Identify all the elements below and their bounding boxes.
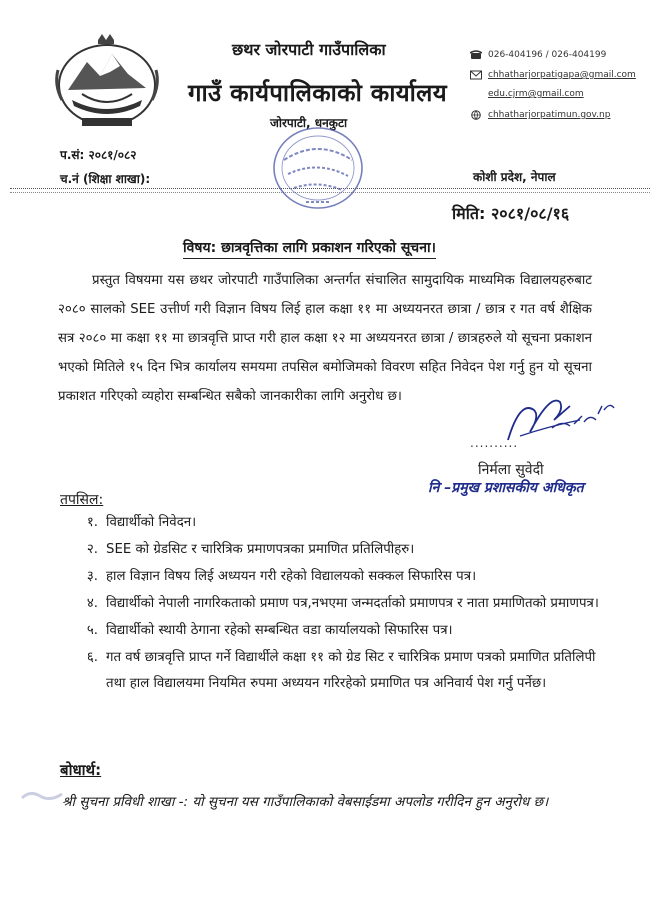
list-item-number: ६. bbox=[86, 650, 98, 665]
contact-email bbox=[470, 70, 636, 80]
office-stamp bbox=[262, 118, 374, 218]
phone-icon bbox=[470, 50, 482, 60]
government-emblem-icon bbox=[52, 30, 162, 130]
ink-smudge bbox=[20, 786, 65, 808]
list-item-number: ३. bbox=[86, 569, 98, 584]
list-item-text: विद्यार्थीको स्थायी ठेगाना रहेको सम्बन्धित वडा कार्यालयको सिफारिस पत्र। bbox=[106, 623, 453, 638]
signature-line: .......... bbox=[470, 436, 519, 450]
signer-title: नि –प्रमुख प्रशासकीय अधिकृत bbox=[428, 480, 584, 496]
cc-title: बोधार्थ: bbox=[60, 761, 102, 779]
notice-body: प्रस्तुत विषयमा यस छथर जोरपाटी गाउँपालिका अन्तर्गत संचालित सामुदायिक माध्यमिक विद्यालयहरुबाट २०८० सालको SEE उत्तीर्ण गरी विज्ञान विषय लिई हाल कक्षा ११ मा अध्ययनरत छात्रा / छात्र र गत वर्ष शैक्षिक सत्र २०८० मा कक्षा ११ मा छात्रवृत्ति प्राप्त गरी हाल कक्षा १२ मा अध्ययनरत छात्रा / छात्रहरुले यो सूचना प्रकाशन भएको मितिले १५ दिन भित्र कार्यालय समयमा तपसिल बमोजिमको विवरण सहित निवेदन पेश गर्नु हुन यो सूचना प्रकाशत गरिएको व्यहोरा सम्बन्धित सबैको जानकारीका लागि अनुरोध छ। bbox=[58, 273, 592, 404]
requirements-list bbox=[60, 510, 600, 698]
signer-name: निर्मला सुवेदी bbox=[478, 462, 544, 478]
annex-title: तपसिल: bbox=[60, 492, 104, 508]
dispatch-number: च.नं (शिक्षा शाखा): bbox=[60, 172, 151, 186]
list-item bbox=[60, 537, 600, 563]
list-item bbox=[60, 564, 600, 590]
phone-text: 026-404196 / 026-404199 bbox=[488, 50, 607, 60]
notice-subject: विषय: छात्रवृत्तिका लागि प्रकाशन गरिएको सूचना। bbox=[183, 238, 436, 259]
list-item-number: १. bbox=[86, 515, 98, 530]
email-link-primary[interactable]: chhatharjorpatigapa@gmail.com bbox=[488, 70, 636, 80]
list-item-number: ५. bbox=[86, 623, 98, 638]
letter-number: प.सं: २०८१/०८२ bbox=[60, 148, 137, 162]
issue-date: मिति: २०८१/०८/१६ bbox=[452, 204, 570, 223]
office-title: गाउँ कार्यपालिकाको कार्यालय bbox=[188, 79, 447, 107]
list-item bbox=[60, 645, 600, 697]
cc-text: श्री सुचना प्रविधी शाखा -: यो सुचना यस गाउँपालिकाको वेबसाईडमा अपलोड गरीदिन हुन अनुरोध छ। bbox=[62, 794, 549, 810]
list-item bbox=[60, 510, 600, 536]
list-item-text: गत वर्ष छात्रवृत्ति प्राप्त गर्ने विद्यार्थीले कक्षा ११ को ग्रेड सिट र चारित्रिक प्रमाण पत्रको प्रमाणित प्रतिलिपी तथा हाल विद्यालयमा नियमित रुपमा अध्ययन गरिरहेको प्रमाणित पत्र अनिवार्य पेश गर्नु पर्नेछ। bbox=[106, 650, 596, 691]
email-icon bbox=[470, 70, 482, 80]
list-item-text: SEE को ग्रेडसिट र चारित्रिक प्रमाणपत्रका प्रमाणित प्रतिलिपीहरु। bbox=[106, 542, 415, 557]
list-item-text: विद्यार्थीको नेपाली नागरिकताको प्रमाण पत्र,नभएमा जन्मदर्ताको प्रमाणपत्र र नाता प्रमाणितको प्रमाणपत्र। bbox=[106, 596, 599, 611]
list-item-number: २. bbox=[86, 542, 98, 557]
office-name: छथर जोरपाटी गाउँपालिका bbox=[232, 40, 386, 59]
list-item bbox=[60, 591, 600, 617]
list-item bbox=[60, 618, 600, 644]
email-link-secondary[interactable]: edu.cjrm@gmail.com bbox=[488, 89, 584, 99]
list-item-number: ४. bbox=[86, 596, 98, 611]
web-icon bbox=[470, 110, 482, 120]
province-line: कोशी प्रदेश, नेपाल bbox=[473, 170, 556, 184]
website-link[interactable]: chhatharjorpatimun.gov.np bbox=[488, 110, 611, 120]
list-item-text: विद्यार्थीको निवेदन। bbox=[106, 515, 197, 530]
contact-phone bbox=[470, 50, 606, 60]
list-item-text: हाल विज्ञान विषय लिई अध्ययन गरी रहेको विद्यालयको सक्कल सिफारिस पत्र। bbox=[106, 569, 477, 584]
contact-web bbox=[470, 110, 610, 120]
office-location: जोरपाटी, धनकुटा bbox=[270, 116, 348, 130]
